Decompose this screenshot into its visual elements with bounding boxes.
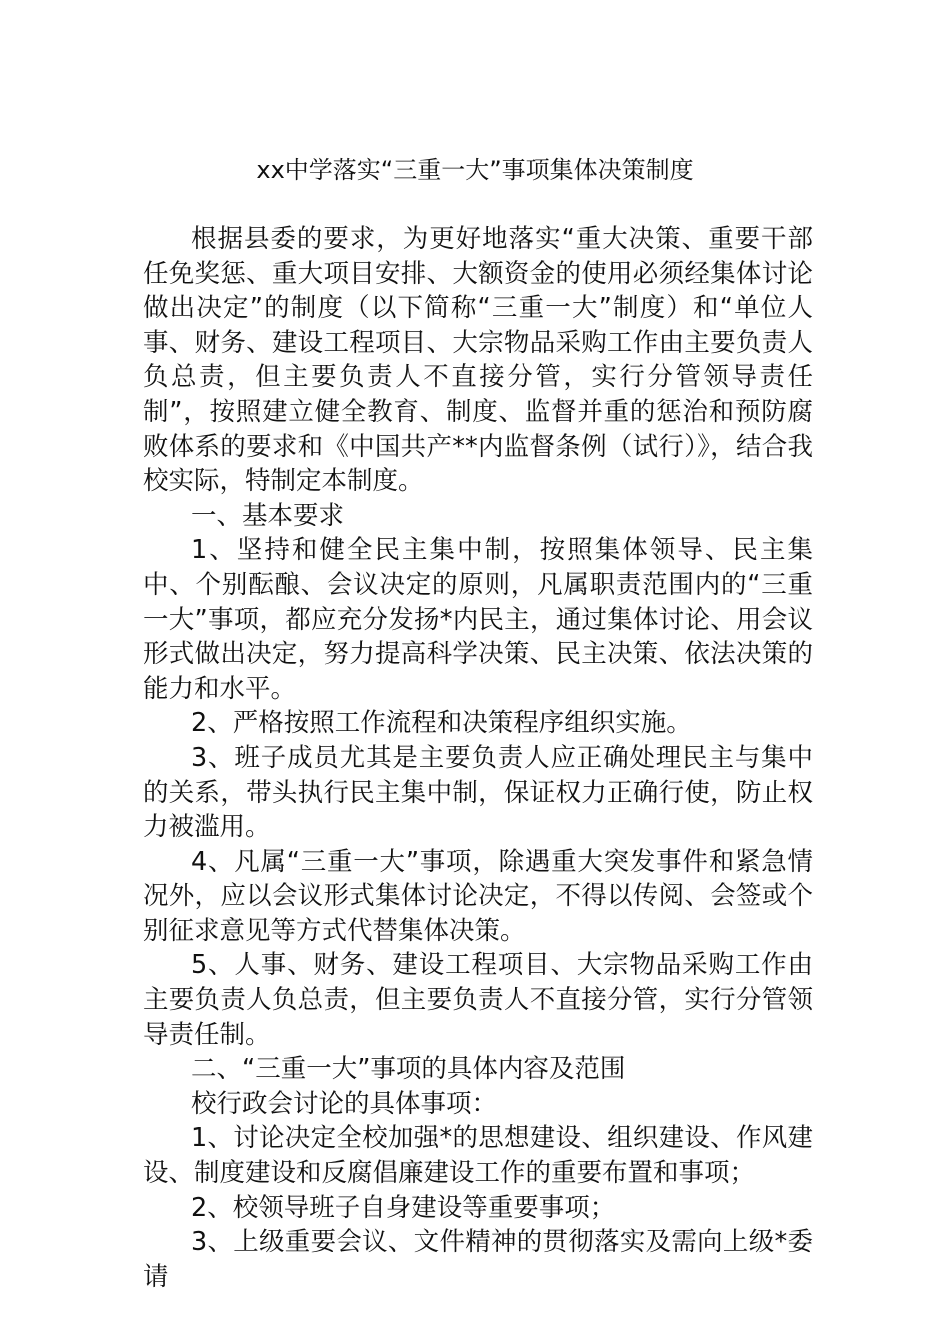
document-body bbox=[143, 222, 813, 1294]
paragraph-scope-item-1: 1、讨论决定全校加强*的思想建设、组织建设、作风建设、制度建设和反腐倡廉建设工作的重要布置和事项； bbox=[143, 1123, 813, 1189]
paragraph-intro: 根据县委的要求，为更好地落实“重大决策、重要干部任免奖惩、重大项目安排、大额资金的使用必须经集体讨论做出决定”的制度（以下简称“三重一大”制度）和“单位人事、财务、建设工程项目、大宗物品采购工作由主要负责人负总责，但主要负责人不直接分管，实行分管领导责任制”，按照建立健全教育、制度、监督并重的惩治和预防腐败体系的要求和《中国共产**内监督条例（试行）》，结合我校实际，特制定本制度。 bbox=[143, 224, 813, 497]
paragraph-scope-item-3: 3、上级重要会议、文件精神的贯彻落实及需向上级*委请 bbox=[143, 1227, 813, 1292]
paragraph-requirement-5: 5、人事、财务、建设工程项目、大宗物品采购工作由主要负责人负总责，但主要负责人不直接分管，实行分管领导责任制。 bbox=[143, 950, 813, 1050]
paragraph-requirement-1: 1、坚持和健全民主集中制，按照集体领导、民主集中、个别酝酿、会议决定的原则，凡属职责范围内的“三重一大”事项，都应充分发扬*内民主，通过集体讨论、用会议形式做出决定，努力提高科学决策、民主决策、依法决策的能力和水平。 bbox=[143, 535, 813, 704]
document-title: xx中学落实“三重一大”事项集体决策制度 bbox=[256, 156, 694, 184]
paragraph-requirement-4: 4、凡属“三重一大”事项，除遇重大突发事件和紧急情况外，应以会议形式集体讨论决定，不得以传阅、会签或个别征求意见等方式代替集体决策。 bbox=[143, 846, 813, 946]
paragraph-requirement-3: 3、班子成员尤其是主要负责人应正确处理民主与集中的关系，带头执行民主集中制，保证权力正确行使，防止权力被滥用。 bbox=[143, 742, 813, 843]
section-heading-scope: 二、“三重一大”事项的具体内容及范围 bbox=[191, 1054, 626, 1085]
paragraph-requirement-2: 2、严格按照工作流程和决策程序组织实施。 bbox=[191, 708, 692, 739]
paragraph-scope-intro: 校行政会讨论的具体事项： bbox=[191, 1088, 498, 1119]
paragraph-scope-item-2: 2、校领导班子自身建设等重要事项； bbox=[191, 1192, 616, 1223]
section-heading-basic-requirements: 一、基本要求 bbox=[191, 500, 345, 531]
